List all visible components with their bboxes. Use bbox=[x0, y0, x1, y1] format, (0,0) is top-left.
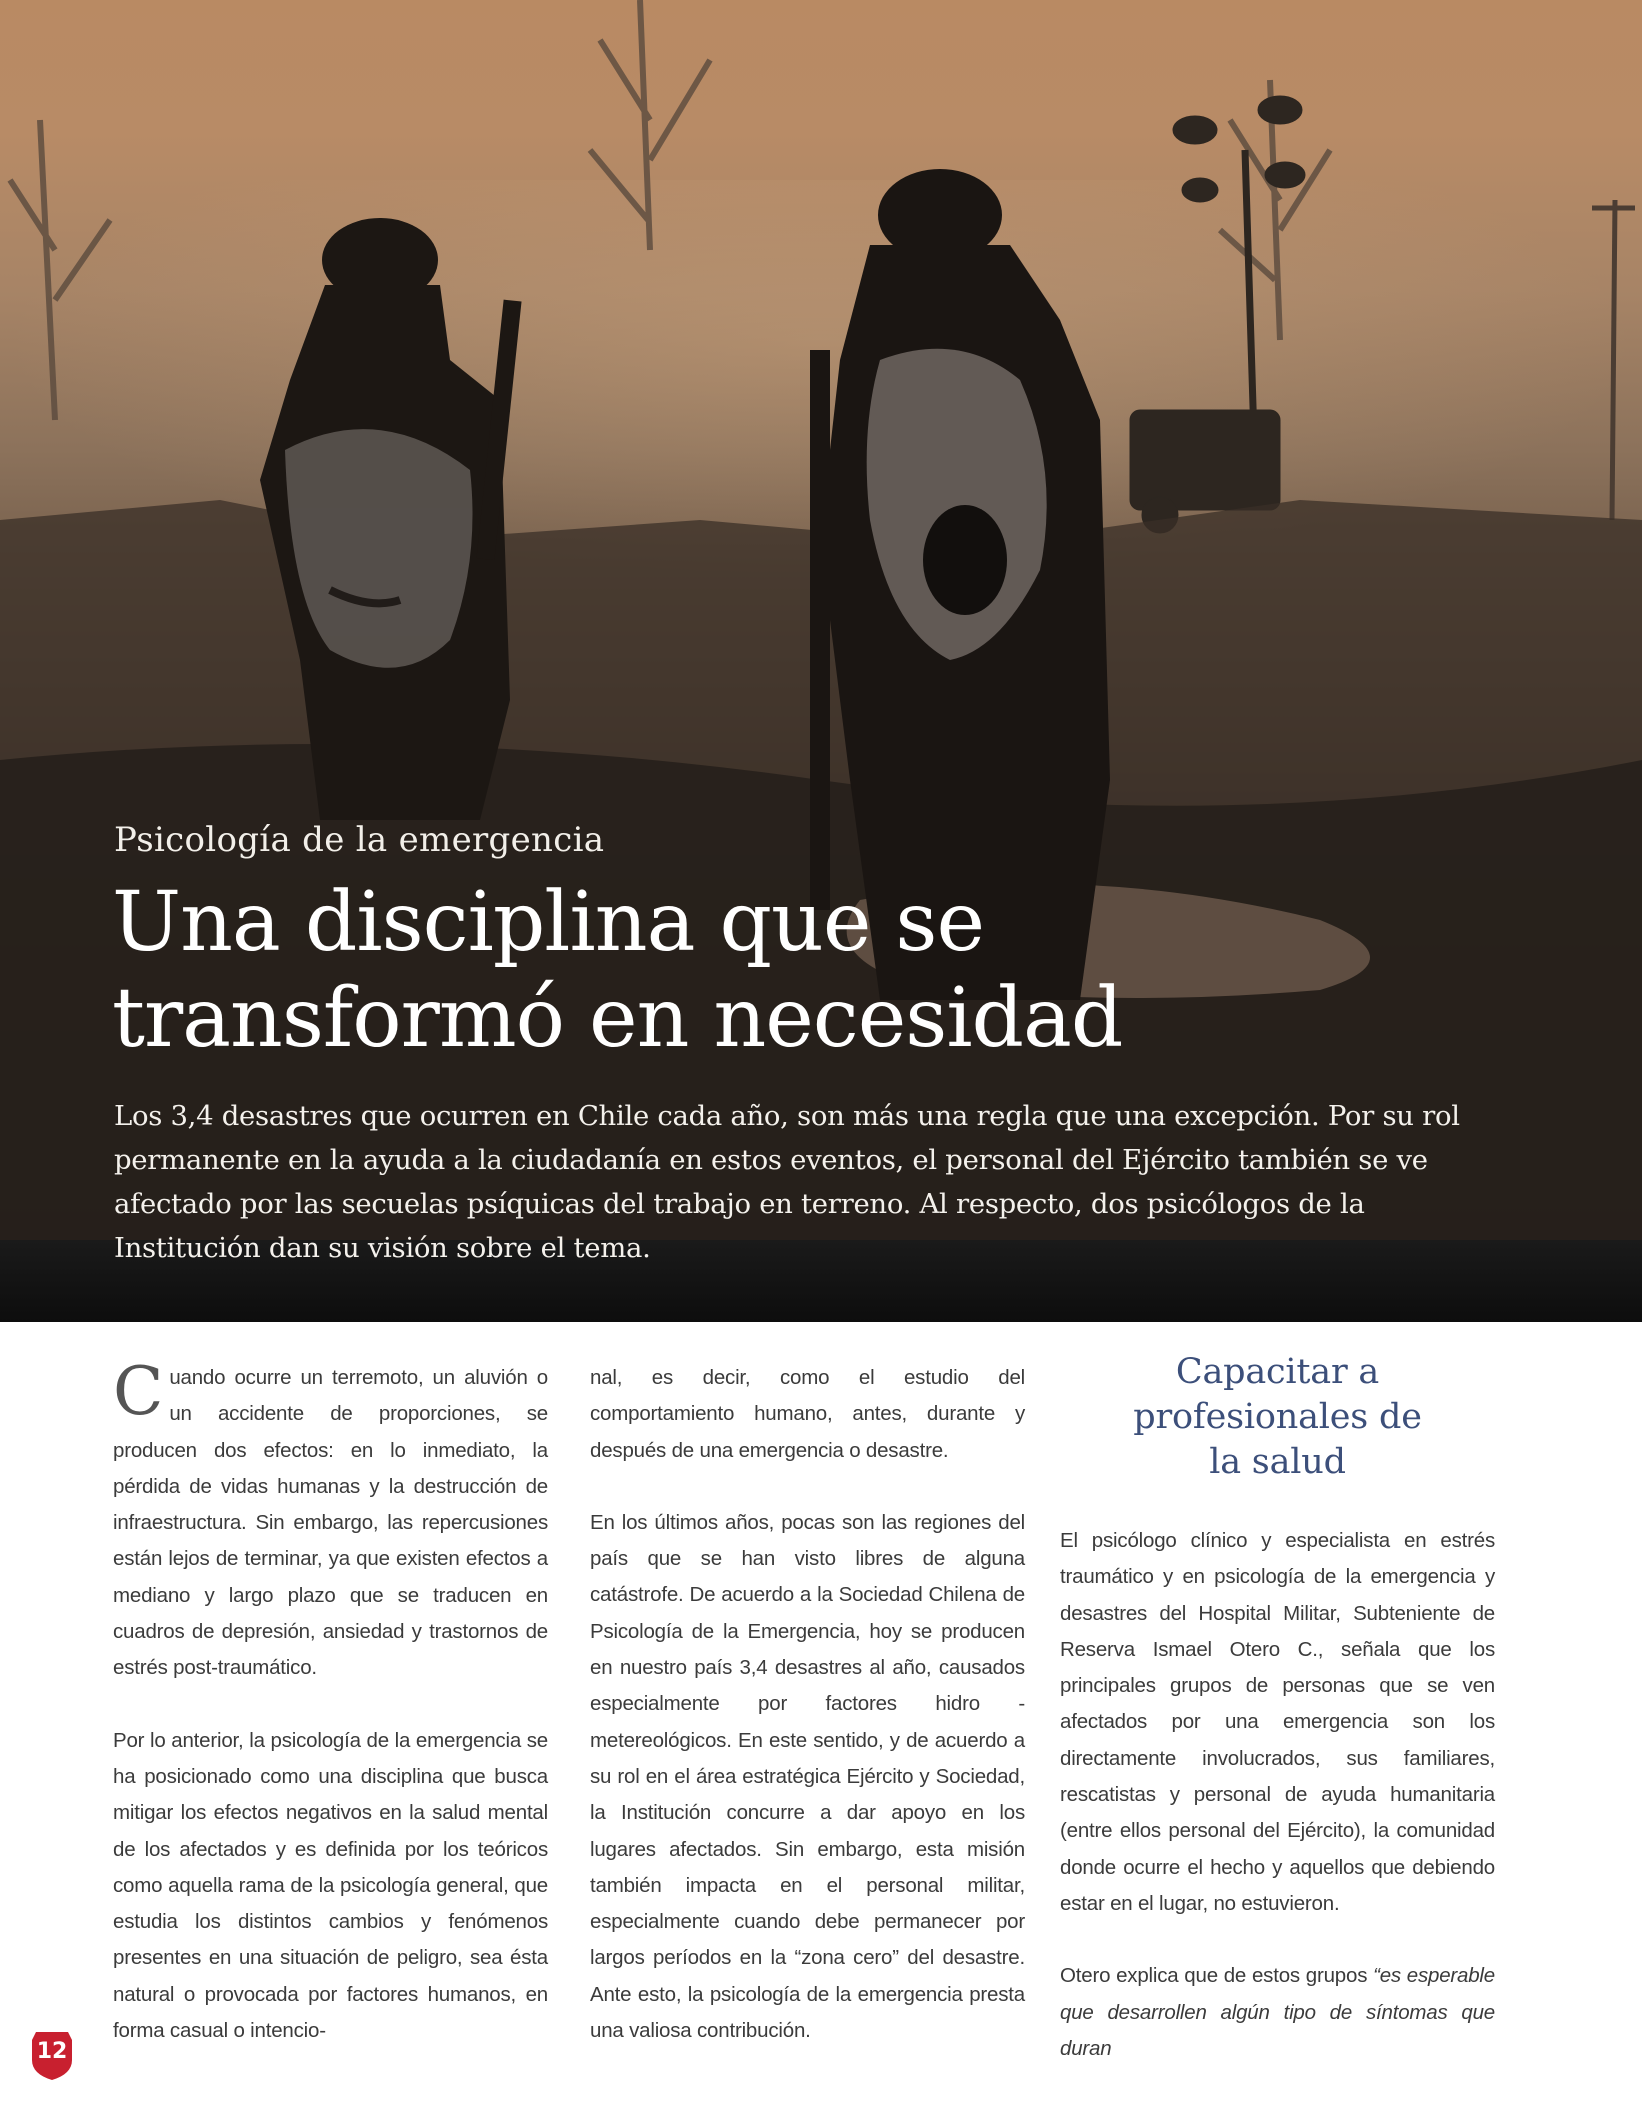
column-3-paragraph-1: El psicólogo clínico y especialista en estrés traumático y en psicología de la emergencia y desastres del Hospital Militar, Subteniente de Reserva Ismael Otero C., señala que los principales grupos de personas que se ven afectados por una emergencia son los directamente involucrados, sus familiares, rescatistas y personal de ayuda humanitaria (entre ellos personal del Ejército), la comunidad donde ocurre el hecho y aquellos que debiendo estar en el lugar, no estuvieron. bbox=[1060, 1529, 1495, 1915]
utility-pole bbox=[1592, 200, 1635, 520]
subhead-line-2: profesionales de bbox=[1133, 1397, 1422, 1437]
column-1-paragraph-1 bbox=[113, 1353, 548, 1687]
column-1-paragraph-1-text: uando ocurre un terremoto, un aluvión o un accidente de proporciones, se producen dos efectos: en lo inmediato, la pérdida de vidas humanas y la destrucción de infraestructura. Sin embargo, las repercusiones están lejos de terminar, ya que existen efectos a mediano y largo plazo que se traducen en cuadros de depresión, ansiedad y trastornos de estrés post-traumático. bbox=[113, 1366, 548, 1680]
column-3-paragraph-2 bbox=[1060, 1958, 1495, 2067]
subhead bbox=[1060, 1350, 1495, 1485]
headline bbox=[112, 875, 1412, 1067]
headline-line-1: Una disciplina que se bbox=[112, 875, 985, 970]
page-number-badge bbox=[30, 2030, 74, 2082]
bare-trees bbox=[10, 0, 1330, 420]
section-kicker: Psicología de la emergencia bbox=[114, 820, 605, 860]
column-3-quote: “es esperable que desarrollen algún tipo de síntomas que duran bbox=[1060, 1964, 1495, 2060]
column-3 bbox=[1060, 1350, 1495, 2103]
subhead-line-3: la salud bbox=[1209, 1442, 1346, 1482]
column-2 bbox=[590, 1360, 1025, 2085]
column-1-paragraph-2: Por lo anterior, la psicología de la emergencia se ha posicionado como una disciplina que busca mitigar los efectos negativos en la salud mental de los afectados y es definida por los teóricos como aquella rama de la psicología general, que estudia los distintos cambios y fenómenos presentes en una situación de peligro, sea ésta natural o provocada por factores humanos, en forma casual o intencio- bbox=[113, 1728, 548, 2043]
column-3-paragraph-2-lead: Otero explica que de estos grupos bbox=[1060, 1964, 1374, 1988]
lede-paragraph: Los 3,4 desastres que ocurren en Chile cada año, son más una regla que una excepción. Por su rol permanente en la ayuda a la ciudadanía en estos eventos, el personal del Ejército también se ve afectado por las secuelas psíquicas del trabajo en terreno. Al respecto, dos psicólogos de la Institución dan su visión sobre el tema. bbox=[114, 1100, 1460, 1264]
page-number: 12 bbox=[36, 2039, 68, 2064]
subhead-line-1: Capacitar a bbox=[1175, 1352, 1380, 1392]
headline-line-2: transformó en necesidad bbox=[112, 971, 1123, 1066]
drop-cap: C bbox=[113, 1353, 164, 1430]
column-1 bbox=[113, 1353, 548, 2085]
column-2-paragraph-2: En los últimos años, pocas son las regiones del país que se han visto libres de alguna catástrofe. De acuerdo a la Sociedad Chilena de Psicología de la Emergencia, hoy se producen en nuestro país 3,4 desastres al año, causados especialmente por factores hidro - metereológicos. En este sentido, y de acuerdo a su rol en el área estratégica Ejército y Sociedad, la Institución concurre a dar apoyo en los lugares afectados. Sin embargo, esta misión también impacta en el personal militar, especialmente cuando debe permanecer por largos períodos en la “zona cero” del desastre. Ante esto, la psicología de la emergencia presta una valiosa contribución. bbox=[590, 1510, 1025, 2043]
column-2-paragraph-1: nal, es decir, como el estudio del comportamiento humano, antes, durante y después de una emergencia o desastre. bbox=[590, 1366, 1025, 1462]
